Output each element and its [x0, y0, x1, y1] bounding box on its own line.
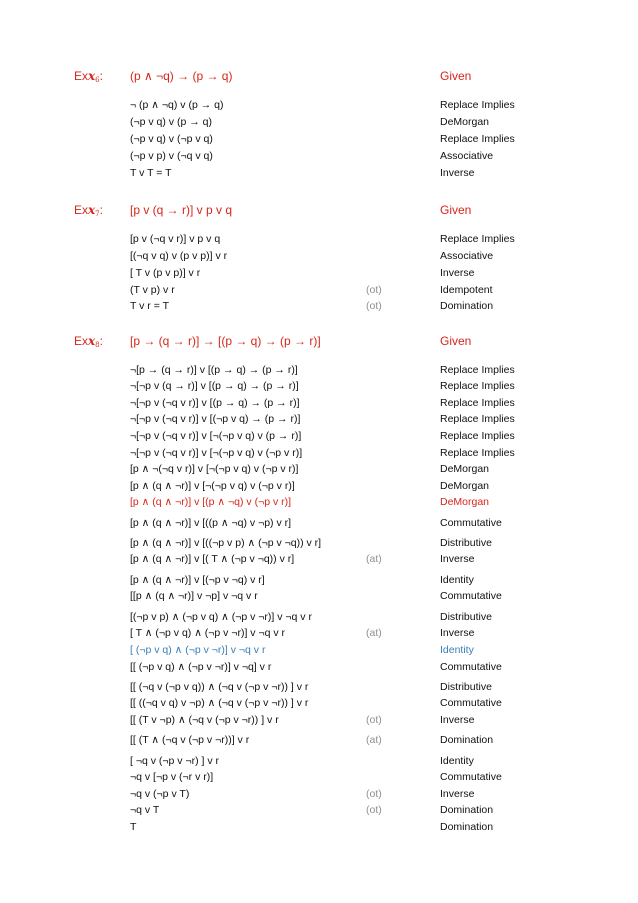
proof-step: [0, 167, 638, 182]
example-given-expression: [p v (q → r)] v p v q: [130, 203, 233, 217]
step-justification: Commutative: [440, 590, 502, 602]
proof-step: [0, 284, 638, 299]
step-expression: (¬p v p) v (¬q v q): [130, 150, 213, 162]
proof-step: [0, 99, 638, 114]
step-tag: (ot): [366, 804, 382, 816]
step-tag: (at): [366, 627, 382, 639]
example-given-expression: (p ∧ ¬q) → (p → q): [130, 69, 233, 83]
step-expression: T: [130, 821, 137, 833]
proof-step: [0, 661, 638, 676]
proof-step: [0, 397, 638, 412]
proof-step: [0, 771, 638, 786]
example-label: Exx$_7$:: [74, 203, 103, 218]
step-justification: Distributive: [440, 681, 492, 693]
step-expression: ¬[¬p v (¬q v r)] v [(p → q) → (p → r)]: [130, 397, 300, 409]
step-expression: (T v p) v r: [130, 284, 175, 296]
step-justification: Inverse: [440, 167, 475, 179]
step-justification: Replace Implies: [440, 133, 515, 145]
step-expression: ¬[¬p v (q → r)] v [(p → q) → (p → r)]: [130, 380, 299, 392]
example-given-label: Given: [440, 334, 472, 348]
proof-step: [0, 714, 638, 729]
example-label: Exx$_6$:: [74, 69, 103, 84]
step-justification: Domination: [440, 821, 494, 833]
proof-step: [0, 611, 638, 626]
step-expression: (¬p v q) v (¬p v q): [130, 133, 213, 145]
proof-step: [0, 590, 638, 605]
step-expression: [[ ((¬q v q) v ¬p) ∧ (¬q v (¬p v ¬r)) ] v r: [130, 697, 309, 709]
step-tag: (ot): [366, 300, 382, 312]
proof-step: [0, 734, 638, 749]
proof-step: [0, 380, 638, 395]
step-justification: Domination: [440, 300, 494, 312]
proof-step: [0, 821, 638, 836]
step-expression: [[ (¬q v (¬p v q)) ∧ (¬q v (¬p v ¬r)) ] v r: [130, 681, 309, 693]
step-expression: [p ∧ (q ∧ ¬r)] v [(¬p v ¬q) v r]: [130, 574, 265, 586]
example-given-expression: [p → (q → r)] → [(p → q) → (p → r)]: [130, 334, 321, 348]
step-justification: Replace Implies: [440, 99, 515, 111]
step-justification: DeMorgan: [440, 116, 490, 128]
step-expression: [(¬p v p) ∧ (¬p v q) ∧ (¬p v ¬r)] v ¬q v r: [130, 611, 312, 623]
step-justification: DeMorgan: [440, 480, 490, 492]
step-expression: [ (¬p v q) ∧ (¬p v ¬r)] v ¬q v r: [130, 644, 266, 656]
proof-step: [0, 627, 638, 642]
step-expression: [p ∧ (q ∧ ¬r)] v [((¬p v p) ∧ (¬p v ¬q)) v r]: [130, 537, 322, 549]
step-justification: Replace Implies: [440, 380, 515, 392]
step-justification: Inverse: [440, 553, 475, 565]
step-justification: Idempotent: [440, 284, 493, 296]
step-justification: Identity: [440, 755, 474, 767]
proof-step: [0, 116, 638, 131]
example-header: [0, 69, 638, 85]
proof-step: [0, 517, 638, 532]
proof-step: [0, 267, 638, 282]
proof-step: [0, 480, 638, 495]
step-justification: Domination: [440, 734, 494, 746]
step-expression: [[p ∧ (q ∧ ¬r)] v ¬p] v ¬q v r: [130, 590, 258, 602]
step-justification: Associative: [440, 150, 494, 162]
step-justification: Associative: [440, 250, 494, 262]
proof-step: [0, 496, 638, 511]
step-expression: ¬q v (¬p v T): [130, 788, 190, 800]
step-justification: Distributive: [440, 537, 492, 549]
step-justification: Identity: [440, 644, 474, 656]
step-justification: Identity: [440, 574, 474, 586]
proof-step: [0, 447, 638, 462]
step-justification: Replace Implies: [440, 447, 515, 459]
step-justification: Inverse: [440, 788, 475, 800]
step-justification: Replace Implies: [440, 364, 515, 376]
proof-step: [0, 364, 638, 379]
proof-step: [0, 233, 638, 248]
step-expression: [(¬q v q) v (p v p)] v r: [130, 250, 228, 262]
proof-step: [0, 300, 638, 315]
proof-step: [0, 537, 638, 552]
step-justification: DeMorgan: [440, 496, 490, 508]
proof-step: [0, 553, 638, 568]
step-expression: [p ∧ (q ∧ ¬r)] v [( T ∧ (¬p v ¬q)) v r]: [130, 553, 295, 565]
step-expression: [p v (¬q v r)] v p v q: [130, 233, 221, 245]
example-given-label: Given: [440, 69, 472, 83]
example-label: Exx$_8$:: [74, 334, 103, 349]
step-expression: [ T v (p v p)] v r: [130, 267, 201, 279]
step-justification: Inverse: [440, 267, 475, 279]
step-expression: [[ (¬p v q) ∧ (¬p v ¬r)] v ¬q] v r: [130, 661, 272, 673]
proof-step: [0, 430, 638, 445]
proof-step: [0, 804, 638, 819]
step-expression: ¬ (p ∧ ¬q) v (p → q): [130, 99, 224, 111]
proof-step: [0, 133, 638, 148]
step-justification: Commutative: [440, 771, 502, 783]
step-justification: Replace Implies: [440, 430, 515, 442]
step-justification: Domination: [440, 804, 494, 816]
step-expression: [ ¬q v (¬p v ¬r) ] v r: [130, 755, 219, 767]
step-expression: ¬[¬p v (¬q v r)] v [¬(¬p v q) v (p → r)]: [130, 430, 302, 442]
proof-step: [0, 413, 638, 428]
step-expression: (¬p v q) v (p → q): [130, 116, 212, 128]
step-expression: [ T ∧ (¬p v q) ∧ (¬p v ¬r)] v ¬q v r: [130, 627, 286, 639]
step-expression: ¬q v T: [130, 804, 160, 816]
proof-step: [0, 697, 638, 712]
step-justification: Distributive: [440, 611, 492, 623]
step-tag: (ot): [366, 284, 382, 296]
step-expression: ¬[p → (q → r)] v [(p → q) → (p → r)]: [130, 364, 298, 376]
step-tag: (ot): [366, 714, 382, 726]
step-justification: Commutative: [440, 517, 502, 529]
step-expression: ¬q v [¬p v (¬r v r)]: [130, 771, 214, 783]
step-justification: Replace Implies: [440, 413, 515, 425]
step-justification: Inverse: [440, 714, 475, 726]
proof-step: [0, 644, 638, 659]
step-expression: T v r = T: [130, 300, 169, 312]
step-expression: [[ (T ∧ (¬q v (¬p v ¬r))] v r: [130, 734, 250, 746]
proof-step: [0, 681, 638, 696]
step-tag: (at): [366, 734, 382, 746]
step-tag: (ot): [366, 788, 382, 800]
proof-step: [0, 755, 638, 770]
step-tag: (at): [366, 553, 382, 565]
example-header: [0, 203, 638, 219]
step-expression: [[ (T v ¬p) ∧ (¬q v (¬p v ¬r)) ] v r: [130, 714, 279, 726]
step-expression: [p ∧ (q ∧ ¬r)] v [(p ∧ ¬q) v (¬p v r)]: [130, 496, 292, 508]
step-justification: Commutative: [440, 661, 502, 673]
step-justification: Replace Implies: [440, 233, 515, 245]
step-expression: [p ∧ ¬(¬q v r)] v [¬(¬p v q) v (¬p v r)]: [130, 463, 299, 475]
example-header: [0, 334, 638, 350]
proof-step: [0, 150, 638, 165]
step-justification: Commutative: [440, 697, 502, 709]
step-expression: [p ∧ (q ∧ ¬r)] v [¬(¬p v q) v (¬p v r)]: [130, 480, 295, 492]
step-expression: ¬[¬p v (¬q v r)] v [¬(¬p v q) v (¬p v r)]: [130, 447, 303, 459]
example-given-label: Given: [440, 203, 472, 217]
step-justification: Inverse: [440, 627, 475, 639]
step-justification: DeMorgan: [440, 463, 490, 475]
proof-step: [0, 788, 638, 803]
step-expression: [p ∧ (q ∧ ¬r)] v [((p ∧ ¬q) v ¬p) v r]: [130, 517, 292, 529]
step-expression: ¬[¬p v (¬q v r)] v [(¬p v q) → (p → r)]: [130, 413, 301, 425]
proof-step: [0, 574, 638, 589]
step-expression: T v T = T: [130, 167, 172, 179]
step-justification: Replace Implies: [440, 397, 515, 409]
proof-step: [0, 463, 638, 478]
proof-step: [0, 250, 638, 265]
